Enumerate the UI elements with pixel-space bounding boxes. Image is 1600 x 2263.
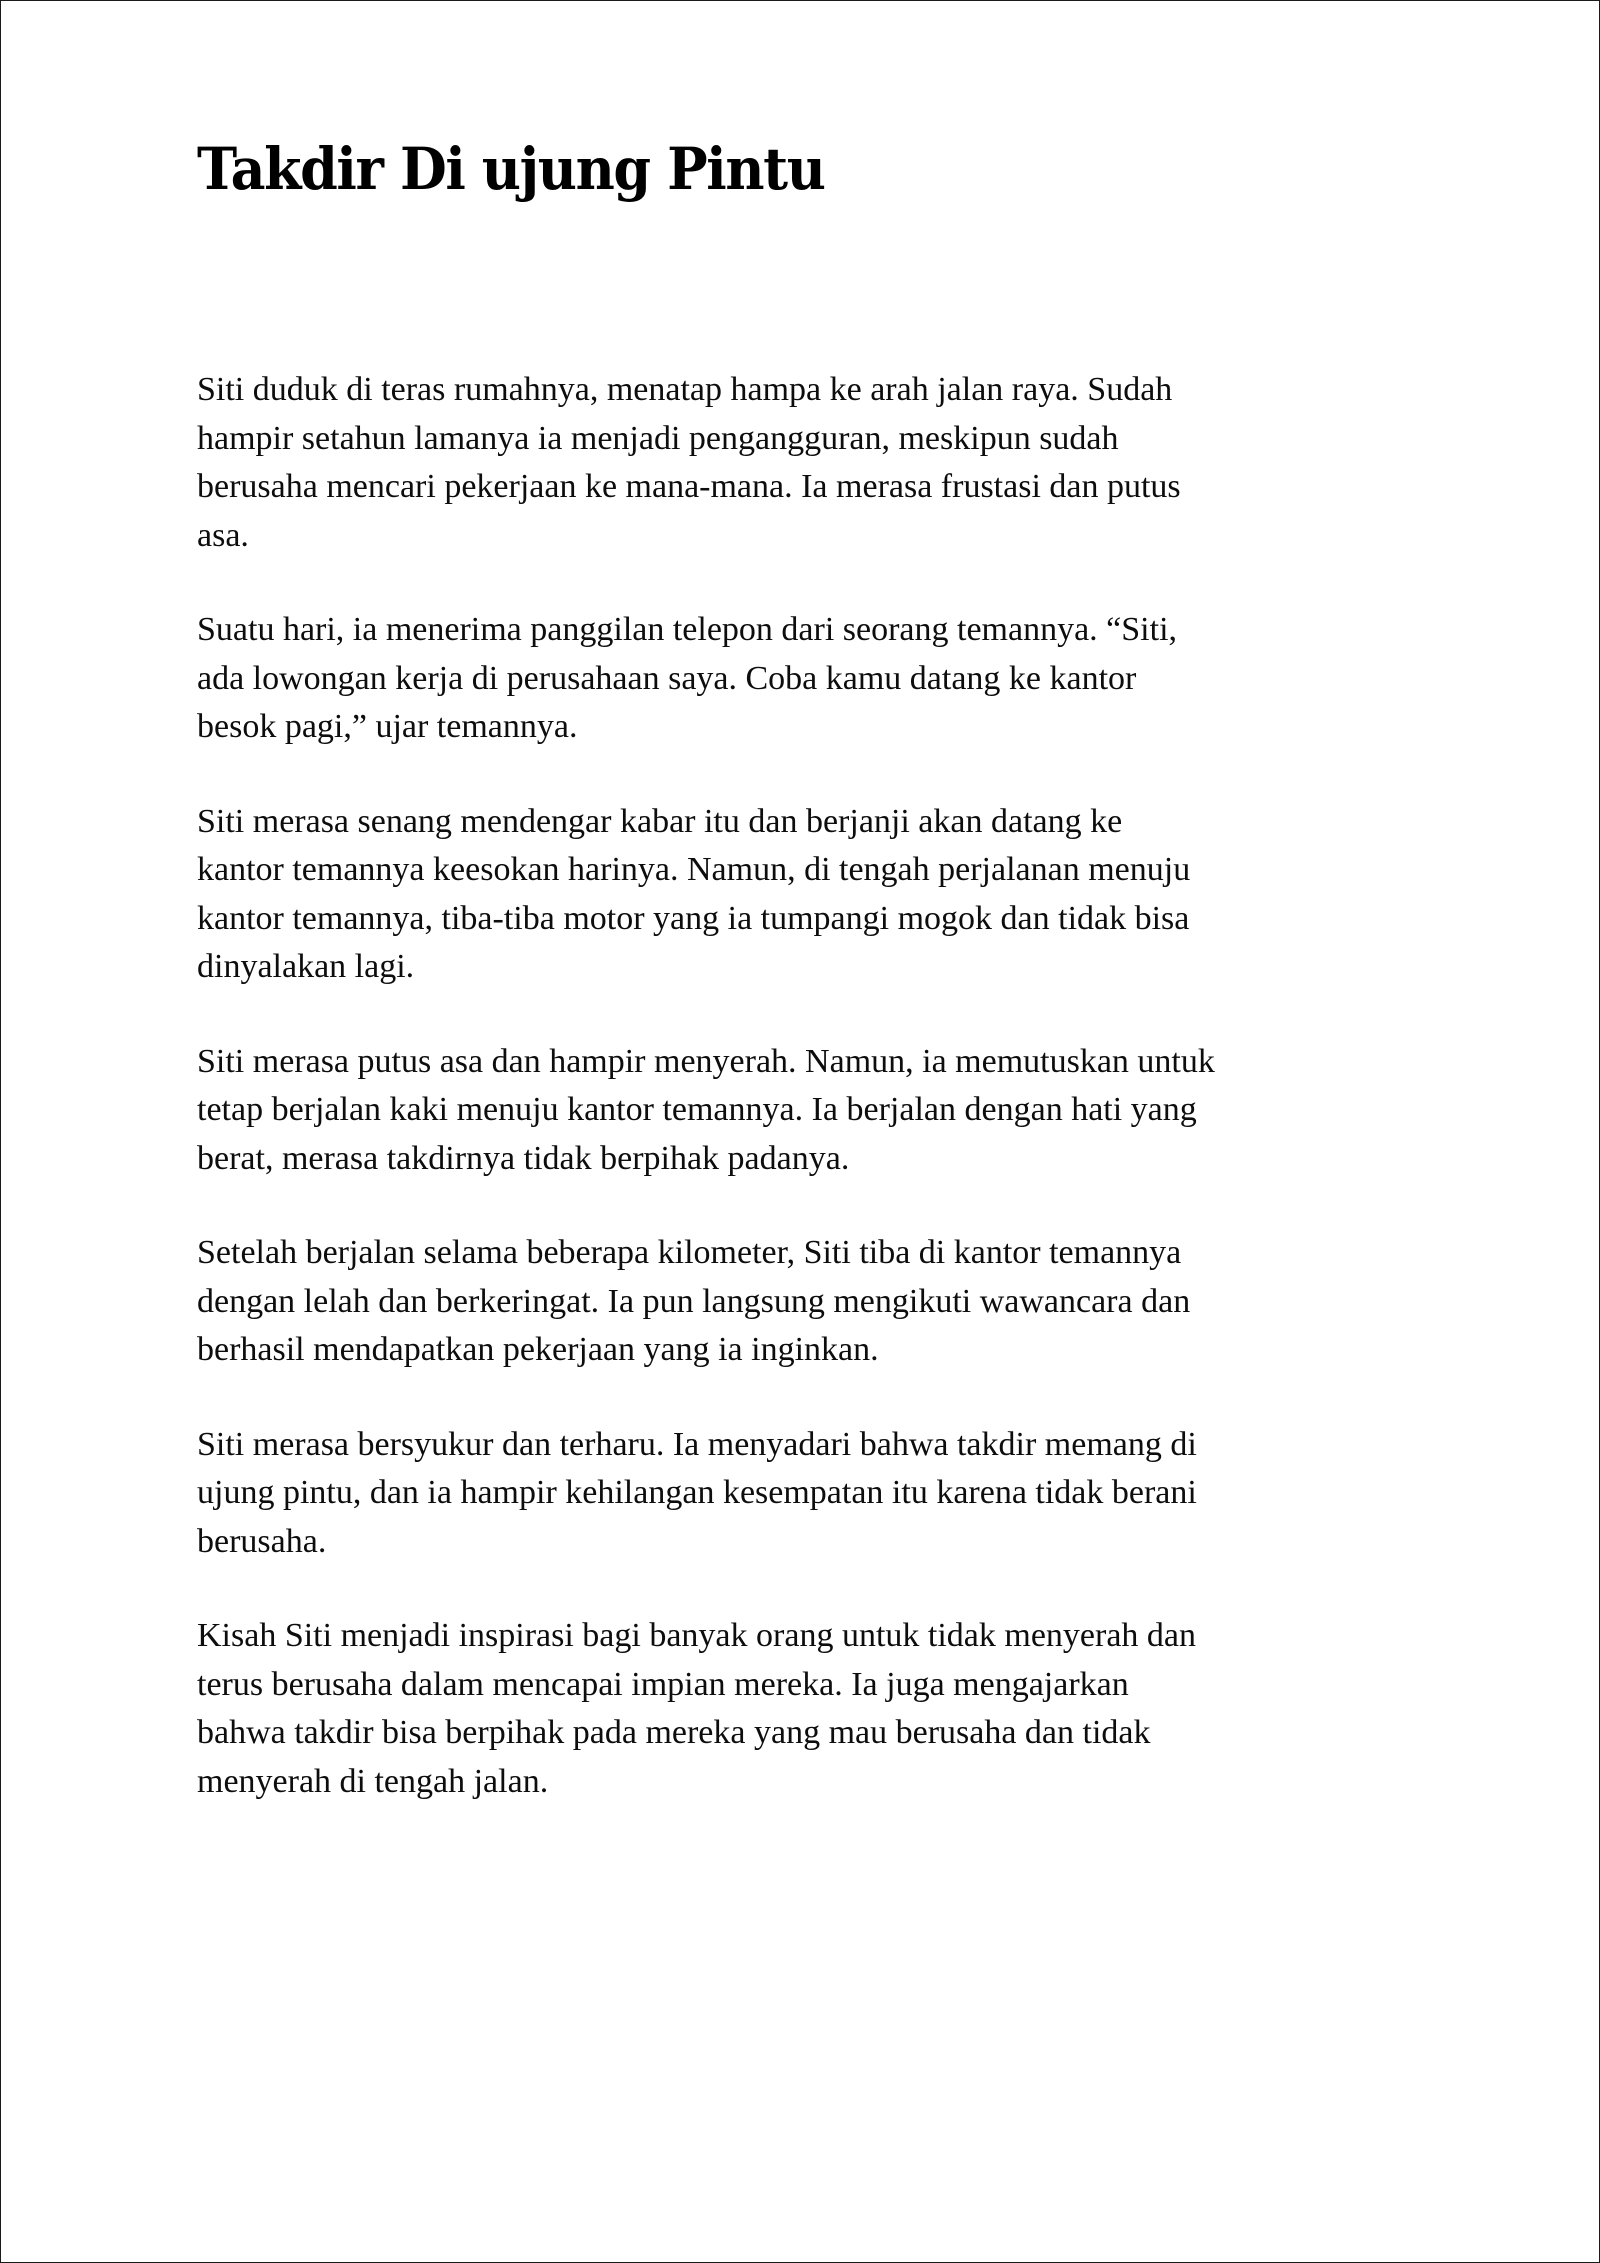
paragraph-line: terus berusaha dalam mencapai impian mereka. Ia juga mengajarkan	[197, 1665, 1129, 1703]
paragraph-line: Siti merasa putus asa dan hampir menyerah. Namun, ia memutuskan untuk	[197, 1042, 1215, 1080]
paragraph-line: berhasil mendapatkan pekerjaan yang ia inginkan.	[197, 1331, 879, 1368]
paragraph-line: Suatu hari, ia menerima panggilan telepon dari seorang temannya. “Siti,	[197, 611, 1178, 648]
paragraph-line: ujung pintu, dan ia hampir kehilangan kesempatan itu karena tidak berani	[197, 1474, 1197, 1511]
paragraph-line: tetap berjalan kaki menuju kantor temannya. Ia berjalan dengan hati yang	[197, 1091, 1197, 1128]
paragraph-line: Siti duduk di teras rumahnya, menatap hampa ke arah jalan raya. Sudah	[197, 371, 1173, 408]
paragraph-line: kantor temannya keesokan harinya. Namun, di tengah perjalanan menuju	[197, 851, 1191, 888]
body-paragraph	[197, 1421, 1447, 1567]
paragraph-line: dengan lelah dan berkeringat. Ia pun langsung mengikuti wawancara dan	[197, 1282, 1191, 1320]
body-paragraph	[197, 798, 1447, 992]
body-paragraph	[197, 606, 1447, 752]
paragraph-line: berat, merasa takdirnya tidak berpihak padanya.	[197, 1139, 850, 1177]
paragraph-line: hampir setahun lamanya ia menjadi pengangguran, meskipun sudah	[197, 419, 1119, 457]
paragraph-line: Kisah Siti menjadi inspirasi bagi banyak orang untuk tidak menyerah dan	[197, 1617, 1196, 1654]
body-paragraph	[197, 1612, 1447, 1806]
paragraph-line: berusaha.	[197, 1522, 327, 1560]
paragraph-line: asa.	[197, 516, 249, 554]
paragraph-line: Setelah berjalan selama beberapa kilometer, Siti tiba di kantor temannya	[197, 1234, 1182, 1271]
paragraph-line: berusaha mencari pekerjaan ke mana-mana. Ia merasa frustasi dan putus	[197, 468, 1181, 505]
document-body	[197, 366, 1447, 1852]
paragraph-line: bahwa takdir bisa berpihak pada mereka yang mau berusaha dan tidak	[197, 1714, 1151, 1751]
body-paragraph	[197, 366, 1447, 560]
body-paragraph	[197, 1038, 1447, 1184]
paragraph-line: besok pagi,” ujar temannya.	[197, 708, 578, 745]
document-title: Takdir Di ujung Pintu	[197, 135, 825, 203]
paragraph-line: Siti merasa bersyukur dan terharu. Ia menyadari bahwa takdir memang di	[197, 1425, 1197, 1463]
body-paragraph	[197, 1229, 1447, 1375]
paragraph-line: ada lowongan kerja di perusahaan saya. Coba kamu datang ke kantor	[197, 659, 1137, 697]
paragraph-line: dinyalakan lagi.	[197, 948, 415, 985]
paragraph-line: Siti merasa senang mendengar kabar itu dan berjanji akan datang ke	[197, 802, 1123, 840]
paragraph-line: kantor temannya, tiba-tiba motor yang ia tumpangi mogok dan tidak bisa	[197, 899, 1190, 937]
paragraph-line: menyerah di tengah jalan.	[197, 1762, 549, 1800]
